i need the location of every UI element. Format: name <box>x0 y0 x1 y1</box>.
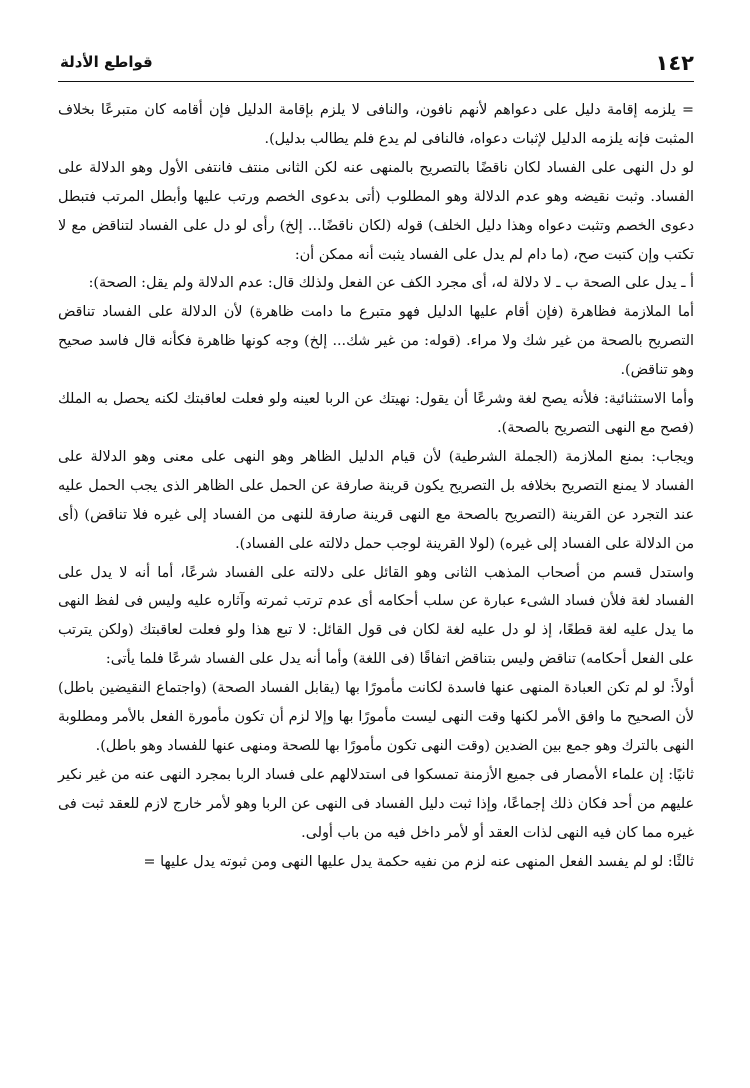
page-body <box>58 96 694 876</box>
paragraph: أولاً: لو لم تكن العبادة المنهى عنها فاسدة لكانت مأمورًا بها (يقابل الفساد الصحة) (واجتماع النقيضين باطل) لأن الصحيح ما وافق الأمر لكنها وقت النهى ليست مأمورًا بها وإلا لزم أن تكون مأمورة الفعل بالأمر ومطلوبة النهى بالترك وهو جمع بين الضدين (وقت النهى تكون مأمورًا بها للصحة ومنهى عنها للفساد وهو باطل). <box>58 680 694 754</box>
running-title: قواطع الأدلة <box>60 53 153 71</box>
paragraph: أ ـ يدل على الصحة ب ـ لا دلالة له، أى مجرد الكف عن الفعل ولذلك قال: عدم الدلالة ولم يقل: الصحة): <box>88 275 694 292</box>
paragraph: = يلزمه إقامة دليل على دعواهم لأنهم نافون، والنافى لا يلزم بإقامة الدليل فإن أقامه كان متبرعًا بخلاف المثبت فإنه يلزمه الدليل لإثبات دعواه، فالنافى لم يدع فلم يطالب بدليل). <box>58 102 694 147</box>
paragraph: واستدل قسم من أصحاب المذهب الثانى وهو القائل على دلالته على الفساد شرعًا، أما أنه لا يدل على الفساد لغة فلأن فساد الشىء عبارة عن سلب أحكامه أى عدم ترتب ثمرته وآثاره عليه وليس فى لفظ النهى ما يدل عليه لغة قطعًا، إذ لو دل عليه لغة لكان فى قول القائل: لا تبع هذا ولو فعلت لعاقبتك (ولكن يترتب على الفعل أحكامه) تناقض وليس بتناقض اتفاقًا (فى اللغة) وأما أنه يدل على الفساد شرعًا فلما يأتى: <box>58 564 694 668</box>
paragraph: ثالثًا: لو لم يفسد الفعل المنهى عنه لزم من نفيه حكمة يدل عليها النهى ومن ثبوته يدل عليها = <box>143 853 694 870</box>
paragraph: وأما الاستثنائية: فلأنه يصح لغة وشرعًا أن يقول: نهيتك عن الربا لعينه ولو فعلت لعاقبتك لكنه يحصل به الملك (فصح مع النهى التصريح بالصحة). <box>58 391 694 436</box>
page-header <box>58 47 694 82</box>
page-number: ١٤٢ <box>655 51 694 75</box>
paragraph: ويجاب: بمنع الملازمة (الجملة الشرطية) لأن قيام الدليل الظاهر وهو النهى على معنى وهو الدلالة على الفساد لا يمنع التصريح بخلافه بل التصريح يكون قرينة صارفة عن الحمل على الظاهر الذى يجب الحمل عليه عند التجرد عن القرينة (التصريح بالصحة مع النهى قرينة صارفة للنهى من الفساد إلى غيره فلا تناقض) (أى من الدلالة على الفساد إلى غيره) (لولا القرينة لوجب حمل دلالته على الفساد). <box>58 448 694 552</box>
paragraph: أما الملازمة فظاهرة (فإن أقام عليها الدليل فهو متبرع ما دامت ظاهرة) لأن الدلالة على الفساد تناقض التصريح بالصحة من غير شك ولا مراء. (قوله: من غير شك... إلخ) وجه كونها ظاهرة فكأنه قال فاسد صحيح وهو تناقض). <box>58 304 694 379</box>
paragraph: لو دل النهى على الفساد لكان ناقضًا بالتصريح بالمنهى عنه لكن الثانى منتف فانتفى الأول وهو الدلالة على الفساد. وثبت نقيضه وهو عدم الدلالة وهو المطلوب (أتى بدعوى الخصم ورتب عليها وأبطل المرتب فتبطل دعوى الخصم وتثبت دعواه وهذا دليل الخلف) قوله (لكان ناقضًا... إلخ) رأى لو دل على الفساد لتناقض مع لا تكتب وإن كتبت صح، (ما دام لم يدل على الفساد يثبت أنه ممكن أن: <box>58 159 694 263</box>
paragraph: ثانيًا: إن علماء الأمصار فى جميع الأزمنة تمسكوا فى استدلالهم على فساد الربا بمجرد النهى عنه من غير نكير عليهم من أحد فكان ذلك إجماعًا، وإذا ثبت دليل الفساد فى النهى عن الربا وهو لأمر خارج لازم للعقد ثبت فى غيره مما كان فيه النهى لذات العقد أو لأمر داخل فيه من باب أولى. <box>58 766 694 841</box>
